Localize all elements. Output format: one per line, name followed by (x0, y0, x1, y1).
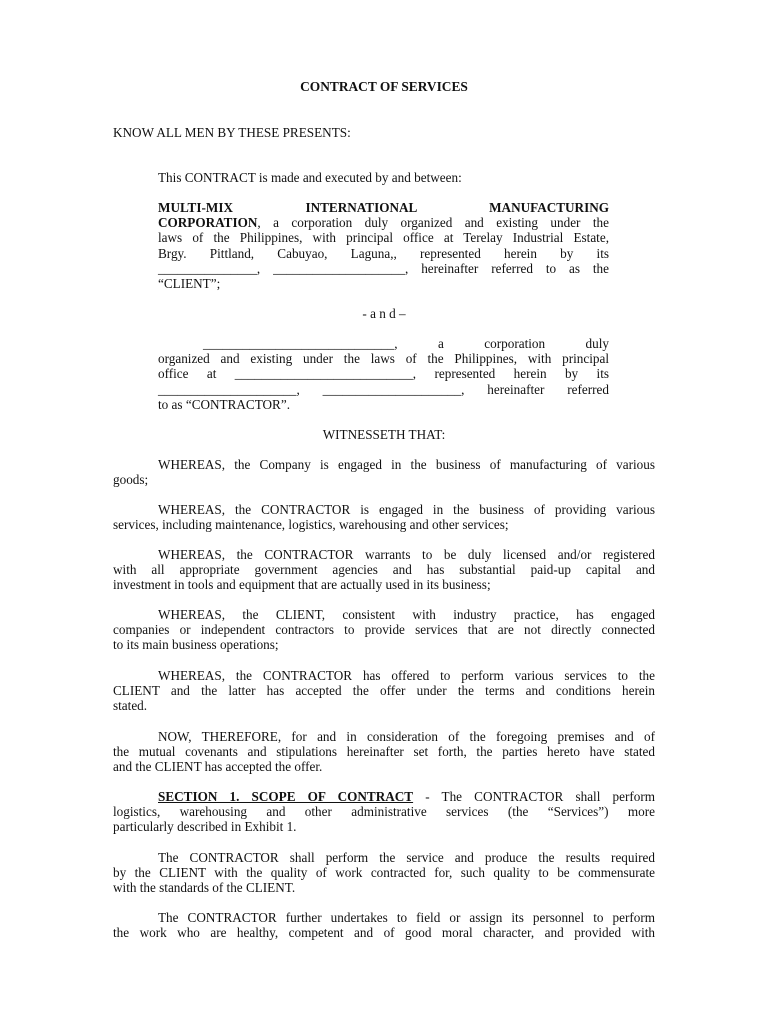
client-line-4: Brgy. Pittland, Cabuyao, Laguna,, represented herein by its (158, 245, 609, 261)
whereas-5-line-1: WHEREAS, the CONTRACTOR has offered to perform various services to the (158, 668, 655, 683)
contractor-line-4: _____________________, _____________________, hereinafter referred (158, 381, 609, 397)
perform-line-3: with the standards of the CLIENT. (113, 880, 296, 896)
perform-line-1: The CONTRACTOR shall perform the service and produce the results required (158, 850, 655, 865)
document-title: CONTRACT OF SERVICES (300, 79, 468, 94)
whereas-1-line-2: goods; (113, 472, 149, 488)
whereas-2-line-2: services, including maintenance, logistics, warehousing and other services; (113, 517, 509, 533)
contractor-line-1: _____________________________, a corporation duly (203, 336, 609, 351)
perform-service-paragraph (113, 850, 655, 896)
contractor-line-3: office at ___________________________, represented herein by its (158, 366, 609, 382)
section-1-line-1-text: - The CONTRACTOR shall perform (413, 789, 656, 804)
section-1-heading: SECTION 1. SCOPE OF CONTRACT (158, 789, 414, 804)
now-therefore-line-2: the mutual covenants and stipulations hereinafter set forth, the parties hereto have stated (113, 744, 655, 760)
further-undertakes-paragraph (113, 910, 655, 940)
client-party-paragraph (158, 200, 609, 291)
whereas-paragraph-2 (113, 502, 655, 532)
section-1-line-3: particularly described in Exhibit 1. (113, 819, 297, 835)
witnesseth-heading: WITNESSETH THAT: (322, 427, 446, 442)
whereas-5-line-3: stated. (113, 698, 148, 714)
client-line-6: “CLIENT”; (158, 276, 221, 292)
now-therefore-line-3: and the CLIENT has accepted the offer. (113, 759, 323, 775)
now-therefore-line-1: NOW, THEREFORE, for and in consideration of the foregoing premises and of (158, 729, 655, 744)
intro-paragraph: This CONTRACT is made and executed by and between: (158, 170, 462, 185)
section-1-line-1 (113, 789, 655, 804)
whereas-paragraph-1 (113, 457, 655, 487)
client-line-2-text: , a corporation duly organized and existing under the (257, 215, 609, 231)
client-line-5: _______________, ____________________, hereinafter referred to as the (158, 260, 609, 276)
client-line-3: laws of the Philippines, with principal office at Terelay Industrial Estate, (158, 230, 609, 246)
whereas-2-line-1: WHEREAS, the CONTRACTOR is engaged in the business of providing various (158, 502, 655, 517)
whereas-3-line-1: WHEREAS, the CONTRACTOR warrants to be duly licensed and/or registered (158, 547, 655, 562)
further-line-1: The CONTRACTOR further undertakes to field or assign its personnel to perform (158, 910, 655, 925)
contractor-line-2: organized and existing under the laws of the Philippines, with principal (158, 351, 609, 367)
perform-line-2: by the CLIENT with the quality of work contracted for, such quality to be commensurate (113, 865, 655, 881)
whereas-4-line-3: to its main business operations; (113, 637, 279, 653)
whereas-paragraph-5 (113, 668, 655, 714)
know-all-men-heading: KNOW ALL MEN BY THESE PRESENTS: (113, 125, 351, 140)
whereas-4-line-2: companies or independent contractors to provide services that are not directly connected (113, 622, 655, 638)
client-name-continued: CORPORATION (158, 215, 258, 231)
and-separator: - a n d – (362, 306, 406, 321)
contractor-line-5: to as “CONTRACTOR”. (158, 396, 290, 412)
whereas-4-line-1: WHEREAS, the CLIENT, consistent with industry practice, has engaged (158, 607, 655, 622)
client-line-2 (158, 215, 609, 230)
further-line-2: the work who are healthy, competent and of good moral character, and provided with (113, 925, 655, 941)
section-1-line-2: logistics, warehousing and other administrative services (the “Services”) more (113, 804, 655, 820)
client-name-line: MULTI-MIX INTERNATIONAL MANUFACTURING (158, 200, 609, 215)
now-therefore-paragraph (113, 729, 655, 775)
whereas-5-line-2: CLIENT and the latter has accepted the offer under the terms and conditions herein (113, 683, 655, 699)
whereas-3-line-3: investment in tools and equipment that are actually used in its business; (113, 577, 491, 593)
whereas-paragraph-3 (113, 547, 655, 593)
contractor-party-paragraph (158, 336, 609, 412)
section-1-paragraph (113, 789, 655, 835)
whereas-1-line-1: WHEREAS, the Company is engaged in the business of manufacturing of various (158, 457, 655, 472)
whereas-3-line-2: with all appropriate government agencies and has substantial paid-up capital and (113, 562, 655, 578)
whereas-paragraph-4 (113, 607, 655, 653)
